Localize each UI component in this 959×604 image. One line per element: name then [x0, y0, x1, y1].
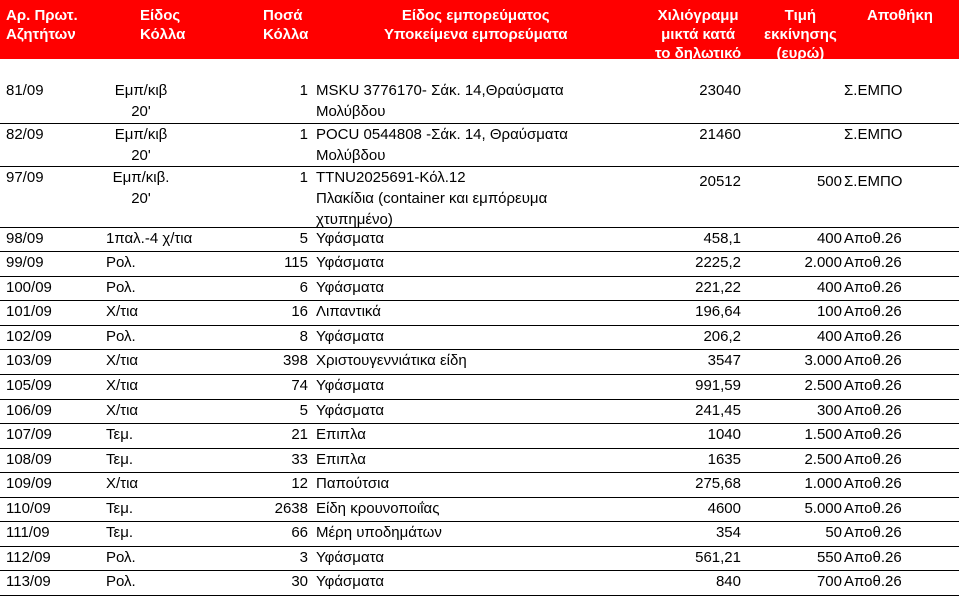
- cell-kind-line: Χ/τια: [106, 402, 139, 419]
- cell-price: 2.500: [804, 377, 842, 394]
- table-row: [0, 350, 959, 375]
- cell-number: 108/09: [6, 451, 52, 468]
- cell-price: 2.500: [804, 451, 842, 468]
- cell-kind: [106, 350, 138, 371]
- cell-kilograms: 2225,2: [695, 254, 741, 271]
- cell-goods: [316, 449, 366, 470]
- cell-goods-line: Παπούτσια: [316, 475, 390, 492]
- header-col-warehouse: [867, 6, 933, 25]
- cell-warehouse: Αποθ.26: [844, 402, 902, 419]
- table-row: [0, 571, 959, 596]
- cell-quantity: 1: [299, 169, 308, 186]
- cell-goods-line: Πλακίδια (container και εμπόρευμα: [316, 190, 548, 207]
- cell-kilograms: 241,45: [695, 402, 741, 419]
- cell-number: 107/09: [6, 426, 52, 443]
- cell-quantity: 74: [291, 377, 308, 394]
- cell-quantity: 66: [291, 524, 308, 541]
- cell-quantity: 2638: [274, 500, 308, 517]
- cell-number: 103/09: [6, 352, 52, 369]
- cell-kind-line: Τεμ.: [106, 524, 134, 541]
- cell-kind: [106, 473, 138, 494]
- cell-price: 5.000: [804, 500, 842, 517]
- cell-warehouse: Αποθ.26: [844, 549, 902, 566]
- cell-kind: [106, 449, 133, 470]
- cell-goods: [316, 498, 439, 519]
- cell-kind-line: Τεμ.: [106, 500, 134, 517]
- cell-goods-line: POCU 0544808 -Σάκ. 14, Θραύσματα: [316, 126, 568, 143]
- cell-kind: [106, 277, 136, 298]
- cell-number: 97/09: [6, 169, 44, 186]
- cell-kind: [106, 522, 133, 543]
- cell-goods-line: Υφάσματα: [316, 254, 384, 271]
- cell-goods-line: Υφάσματα: [316, 328, 384, 345]
- table-row: [0, 547, 959, 571]
- table-row: [0, 228, 959, 252]
- cell-number: 106/09: [6, 402, 52, 419]
- header-text: Ποσά: [263, 7, 303, 24]
- header-col-kind: [140, 6, 185, 44]
- cell-kind-line: Ρολ.: [106, 279, 136, 296]
- cell-price: 400: [816, 230, 842, 247]
- cell-quantity: 1: [299, 126, 308, 143]
- cell-kilograms: 23040: [699, 82, 741, 99]
- header-text: Αζητήτων: [6, 26, 76, 43]
- cell-warehouse: Αποθ.26: [844, 573, 902, 590]
- cell-kind-line: 20': [131, 147, 151, 164]
- cell-warehouse: Αποθ.26: [844, 279, 902, 296]
- cell-number: 100/09: [6, 279, 52, 296]
- cell-kind: [106, 424, 133, 445]
- cell-warehouse: Αποθ.26: [844, 303, 902, 320]
- cell-goods-line: Μολύβδου: [316, 103, 386, 120]
- table-row: [0, 277, 959, 301]
- table-header: [0, 0, 959, 62]
- cell-kind: [106, 375, 138, 396]
- cell-warehouse: Αποθ.26: [844, 328, 902, 345]
- cell-warehouse: Αποθ.26: [844, 254, 902, 271]
- cell-warehouse: Σ.ΕΜΠΟ: [844, 126, 903, 143]
- cell-price: 300: [816, 402, 842, 419]
- header-text: εκκίνησης: [764, 26, 837, 43]
- cell-kind: [106, 80, 176, 122]
- cell-number: 98/09: [6, 230, 44, 247]
- cell-goods-line: Υφάσματα: [316, 402, 384, 419]
- cell-quantity: 1: [299, 82, 308, 99]
- table-row: [0, 301, 959, 326]
- cell-goods: [316, 80, 564, 122]
- table-row: [0, 167, 959, 228]
- cell-kind-line: Εμπ/κιβ.: [112, 169, 170, 186]
- cell-number: 105/09: [6, 377, 52, 394]
- cell-number: 113/09: [6, 573, 51, 590]
- cell-number: 99/09: [6, 254, 44, 271]
- cell-number: 82/09: [6, 126, 44, 143]
- cell-warehouse: Αποθ.26: [844, 377, 902, 394]
- cell-goods-line: MSKU 3776170- Σάκ. 14,Θραύσματα: [316, 82, 564, 99]
- cell-kind-line: Ρολ.: [106, 549, 136, 566]
- cell-goods: [316, 547, 384, 568]
- cell-quantity: 8: [299, 328, 308, 345]
- cell-kind: [106, 228, 192, 249]
- cell-goods-line: χτυπημένο): [316, 211, 393, 228]
- cell-goods: [316, 522, 442, 543]
- cell-kind-line: Ρολ.: [106, 254, 136, 271]
- cell-price: 2.000: [804, 254, 842, 271]
- header-text: Υποκείμενα εμπορεύματα: [384, 26, 568, 43]
- cell-kilograms: 1040: [707, 426, 741, 443]
- cell-quantity: 5: [299, 402, 308, 419]
- cell-goods: [316, 375, 384, 396]
- cell-kilograms: 3547: [707, 352, 741, 369]
- cell-price: 550: [816, 549, 842, 566]
- cell-goods-line: Υφάσματα: [316, 279, 384, 296]
- cell-goods-line: Υφάσματα: [316, 549, 384, 566]
- cell-goods-line: Επιπλα: [316, 451, 366, 468]
- cell-kind-line: Τεμ.: [106, 426, 134, 443]
- cell-kind: [106, 167, 176, 209]
- header-text: Κόλλα: [263, 26, 309, 43]
- cell-price: 100: [816, 303, 842, 320]
- header-text: Είδος εμπορεύματος: [401, 7, 550, 24]
- table-row: [0, 252, 959, 277]
- cell-kind-line: 20': [131, 103, 151, 120]
- cell-kind-line: 1παλ.-4 χ/τια: [106, 230, 193, 247]
- cell-kind-line: Τεμ.: [106, 451, 134, 468]
- cell-kind-line: Χ/τια: [106, 352, 139, 369]
- cell-kind-line: Ρολ.: [106, 573, 136, 590]
- cell-kind: [106, 571, 136, 592]
- cell-number: 112/09: [6, 549, 51, 566]
- table-row: [0, 375, 959, 400]
- cell-kind-line: Εμπ/κιβ: [114, 126, 168, 143]
- header-col-price: [764, 6, 837, 63]
- header-col-number: [6, 6, 78, 44]
- cell-price: 1.500: [804, 426, 842, 443]
- cell-goods: [316, 167, 547, 230]
- cell-warehouse: Αποθ.26: [844, 230, 902, 247]
- cell-kilograms: 275,68: [695, 475, 741, 492]
- header-text: Κόλλα: [140, 26, 186, 43]
- cell-kilograms: 221,22: [695, 279, 741, 296]
- cell-quantity: 21: [291, 426, 308, 443]
- cell-goods-line: Επιπλα: [316, 426, 366, 443]
- cell-quantity: 3: [299, 549, 308, 566]
- cell-goods: [316, 350, 467, 371]
- cell-goods-line: Υφάσματα: [316, 573, 384, 590]
- cell-kilograms: 21460: [699, 126, 741, 143]
- cell-warehouse: Αποθ.26: [844, 451, 902, 468]
- cell-number: 109/09: [6, 475, 52, 492]
- header-text: Χιλιόγραμμ: [657, 7, 739, 24]
- cell-warehouse: Αποθ.26: [844, 500, 902, 517]
- cell-goods-line: Χριστουγεννιάτικα είδη: [316, 352, 467, 369]
- cell-warehouse: Αποθ.26: [844, 426, 902, 443]
- cell-goods: [316, 228, 384, 249]
- cell-goods: [316, 277, 384, 298]
- header-col-kilograms: [655, 6, 741, 63]
- table-row: [0, 424, 959, 449]
- cell-kind: [106, 400, 138, 421]
- table-row: [0, 400, 959, 424]
- cell-kilograms: 4600: [707, 500, 741, 517]
- cell-warehouse: Αποθ.26: [844, 475, 902, 492]
- cell-quantity: 33: [291, 451, 308, 468]
- cell-price: 1.000: [804, 475, 842, 492]
- cell-kind: [106, 547, 136, 568]
- cell-goods: [316, 571, 384, 592]
- cell-price: 500: [816, 173, 842, 190]
- cell-kilograms: 20512: [699, 173, 741, 190]
- header-text: Είδος: [140, 7, 181, 24]
- cell-goods-line: Υφάσματα: [316, 230, 384, 247]
- cell-price: 700: [816, 573, 842, 590]
- cell-goods: [316, 400, 384, 421]
- cell-goods-line: Είδη κρουνοποιΐας: [316, 500, 440, 517]
- table-row: [0, 522, 959, 547]
- cell-quantity: 398: [282, 352, 308, 369]
- table-row: [0, 124, 959, 167]
- cell-goods-line: Υφάσματα: [316, 377, 384, 394]
- cell-warehouse: Σ.ΕΜΠΟ: [844, 173, 903, 190]
- cell-quantity: 12: [291, 475, 308, 492]
- cell-goods-line: Μολύβδου: [316, 147, 386, 164]
- header-col-quantity: [263, 6, 308, 44]
- cell-goods: [316, 301, 381, 322]
- cell-kind: [106, 498, 133, 519]
- cell-kilograms: 196,64: [695, 303, 741, 320]
- cell-kilograms: 991,59: [695, 377, 741, 394]
- cell-kilograms: 206,2: [703, 328, 741, 345]
- header-text: (ευρώ): [776, 45, 825, 62]
- cell-quantity: 5: [299, 230, 308, 247]
- cell-goods: [316, 326, 384, 347]
- header-text: το δηλωτικό: [655, 45, 742, 62]
- cell-kind-line: Χ/τια: [106, 475, 139, 492]
- table-row: [0, 449, 959, 473]
- cell-kilograms: 561,21: [695, 549, 741, 566]
- cell-goods: [316, 473, 389, 494]
- table-row: [0, 498, 959, 522]
- cell-goods: [316, 124, 568, 166]
- cell-kind: [106, 252, 136, 273]
- cell-warehouse: Σ.ΕΜΠΟ: [844, 82, 903, 99]
- header-text: Αποθήκη: [867, 7, 933, 24]
- cell-kind: [106, 301, 138, 322]
- cell-goods: [316, 252, 384, 273]
- cell-number: 102/09: [6, 328, 52, 345]
- cell-price: 400: [816, 328, 842, 345]
- cell-number: 111/09: [6, 524, 50, 541]
- cell-kilograms: 1635: [707, 451, 741, 468]
- cell-goods-line: TTNU2025691-Κόλ.12: [316, 169, 466, 186]
- cell-goods-line: Μέρη υποδημάτων: [316, 524, 442, 541]
- cell-number: 110/09: [6, 500, 51, 517]
- cell-kind-line: Χ/τια: [106, 303, 139, 320]
- cell-kilograms: 840: [715, 573, 741, 590]
- cell-warehouse: Αποθ.26: [844, 524, 902, 541]
- header-text: Αρ. Πρωτ.: [6, 7, 78, 24]
- header-text: Τιμή: [784, 7, 817, 24]
- cell-quantity: 30: [291, 573, 308, 590]
- cell-goods-line: Λιπαντικά: [316, 303, 381, 320]
- cell-goods: [316, 424, 366, 445]
- cell-number: 81/09: [6, 82, 44, 99]
- header-text: μικτά κατά: [661, 26, 736, 43]
- cell-kind-line: 20': [131, 190, 151, 207]
- header-col-goods: [384, 6, 567, 44]
- cell-kind-line: Χ/τια: [106, 377, 139, 394]
- cell-quantity: 115: [284, 254, 308, 271]
- table-row: [0, 473, 959, 498]
- cell-kind: [106, 124, 176, 166]
- cell-kind-line: Εμπ/κιβ: [114, 82, 168, 99]
- table-row: [0, 80, 959, 124]
- cell-price: 400: [816, 279, 842, 296]
- cell-price: 3.000: [804, 352, 842, 369]
- cell-price: 50: [825, 524, 842, 541]
- cell-number: 101/09: [6, 303, 52, 320]
- cell-warehouse: Αποθ.26: [844, 352, 902, 369]
- cell-kind-line: Ρολ.: [106, 328, 136, 345]
- table-row: [0, 326, 959, 350]
- cell-quantity: 6: [299, 279, 308, 296]
- cell-quantity: 16: [291, 303, 308, 320]
- cell-kind: [106, 326, 136, 347]
- cell-kilograms: 458,1: [703, 230, 741, 247]
- cell-kilograms: 354: [715, 524, 741, 541]
